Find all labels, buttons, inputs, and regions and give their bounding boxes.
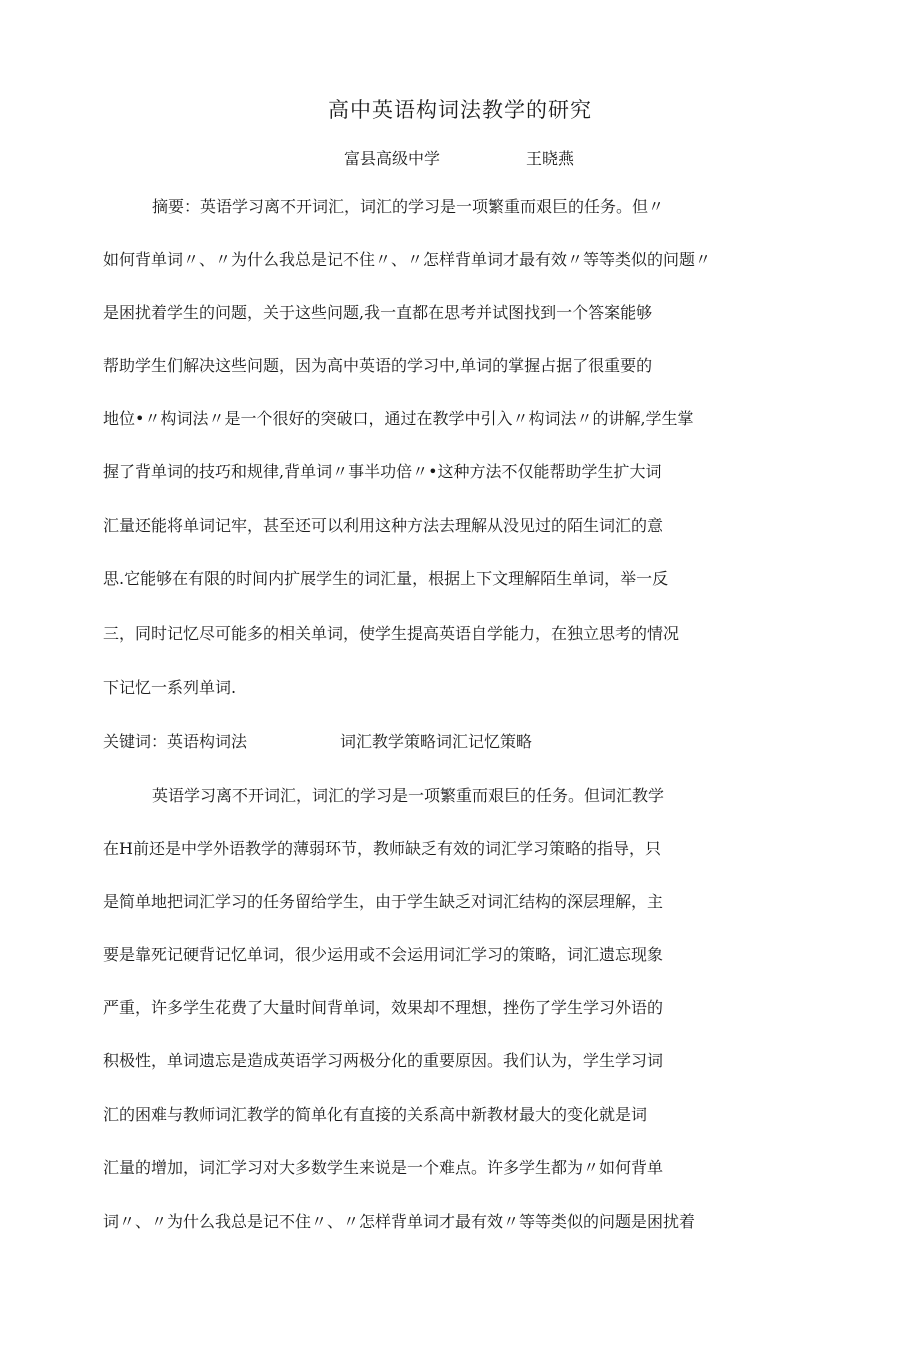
abstract-line: 握了背单词的技巧和规律,背单词〃事半功倍〃•这种方法不仅能帮助学生扩大词 [103,462,662,481]
abstract-line: 三，同时记忆尽可能多的相关单词，使学生提高英语自学能力，在独立思考的情况 [103,624,680,643]
keywords-items: 词汇教学策略词汇记忆策略 [340,732,533,751]
abstract-line: 地位•〃构词法〃是一个很好的突破口，通过在教学中引入〃构词法〃的讲解,学生掌 [103,409,694,428]
abstract-line: 摘要：英语学习离不开词汇，词汇的学习是一项繁重而艰巨的任务。但〃 [152,197,665,216]
author-name: 王晓燕 [526,149,575,168]
abstract-line: 下记忆一系列单词. [103,678,237,697]
abstract-line: 帮助学生们解决这些问题，因为高中英语的学习中,单词的掌握占据了很重要的 [103,356,653,375]
document-title: 高中英语构词法教学的研究 [328,98,592,122]
keywords-label: 关键词：英语构词法 [103,732,248,751]
abstract-line: 汇量还能将单词记牢，甚至还可以利用这种方法去理解从没见过的陌生词汇的意 [103,516,664,535]
body-line: 严重，许多学生花费了大量时间背单词，效果却不理想，挫伤了学生学习外语的 [103,998,664,1017]
abstract-line: 如何背单词〃、〃为什么我总是记不住〃、〃怎样背单词才最有效〃等等类似的问题〃 [103,250,712,269]
abstract-line: 思.它能够在有限的时间内扩展学生的词汇量，根据上下文理解陌生单词，举一反 [103,569,669,588]
body-line: 是简单地把词汇学习的任务留给学生，由于学生缺乏对词汇结构的深层理解，主 [103,892,664,911]
school-name: 富县高级中学 [344,149,441,168]
abstract-line: 是困扰着学生的问题，关于这些问题,我一直都在思考并试图找到一个答案能够 [103,303,653,322]
body-line: 积极性，单词遗忘是造成英语学习两极分化的重要原因。我们认为，学生学习词 [103,1051,664,1070]
body-line: 在H前还是中学外语教学的薄弱环节，教师缺乏有效的词汇学习策略的指导，只 [103,839,661,858]
body-line: 英语学习离不开词汇，词汇的学习是一项繁重而艰巨的任务。但词汇教学 [152,786,665,805]
body-line: 词〃、〃为什么我总是记不住〃、〃怎样背单词才最有效〃等等类似的问题是困扰着 [103,1212,696,1231]
body-line: 汇量的增加，词汇学习对大多数学生来说是一个难点。许多学生都为〃如何背单 [103,1158,664,1177]
body-line: 汇的困难与教师词汇教学的简单化有直接的关系高中新教材最大的变化就是词 [103,1105,648,1124]
body-line: 要是靠死记硬背记忆单词，很少运用或不会运用词汇学习的策略，词汇遗忘现象 [103,945,664,964]
